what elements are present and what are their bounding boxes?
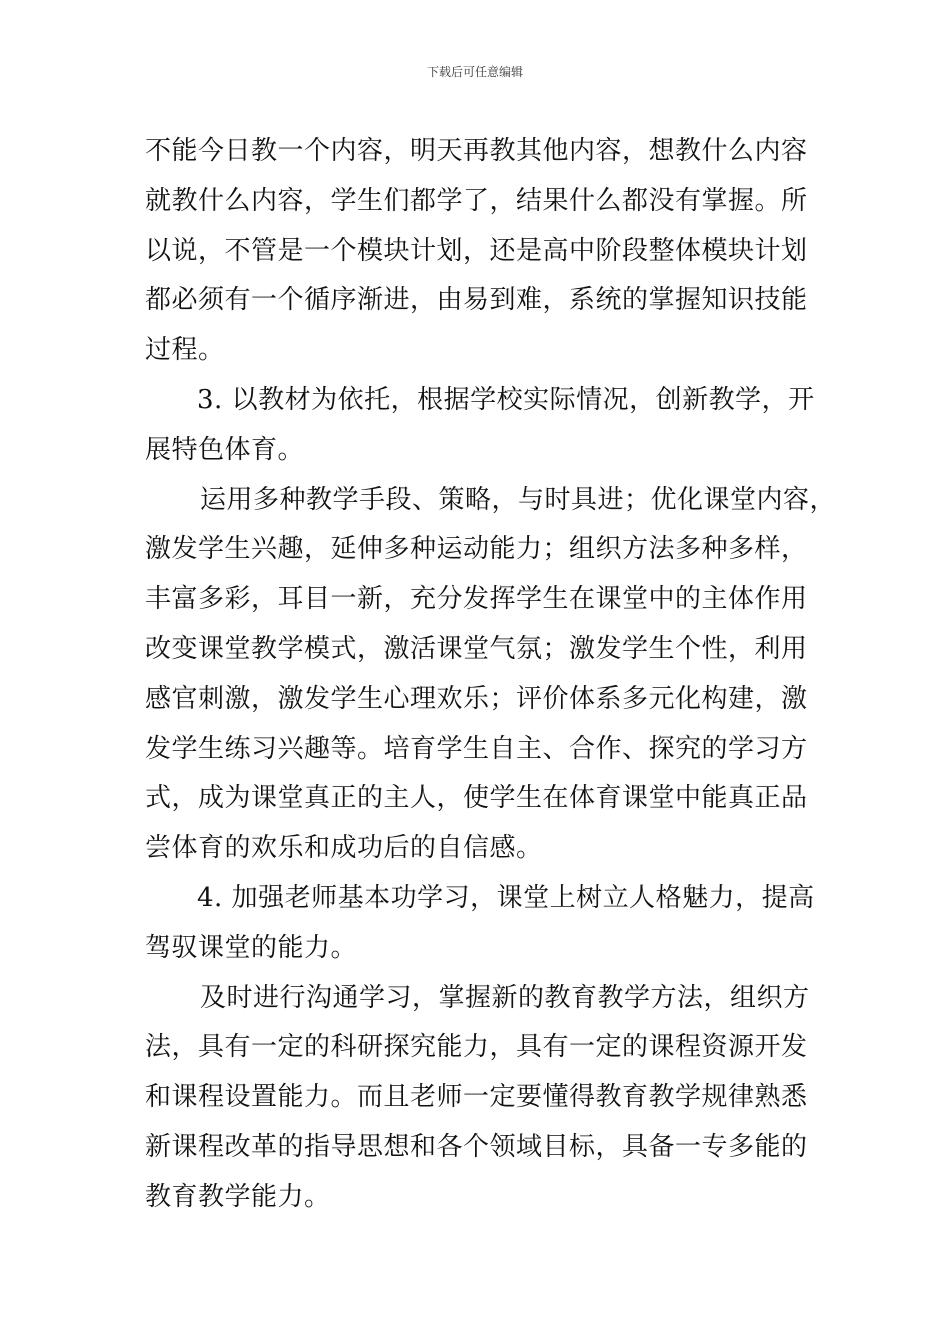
text-line: 以说，不管是一个模块计划，还是高中阶段整体模块计划 [145,235,808,266]
text-line: 驾驭课堂的能力。 [145,932,358,963]
text-line: 式，成为课堂真正的主人，使学生在体育课堂中能真正品 [145,783,808,814]
text-line: 过程。 [145,335,225,366]
paragraph-start: 及时进行沟通学习，掌握新的教育教学方法，组织方 [200,982,810,1013]
text-line: 教育教学能力。 [145,1181,331,1212]
page-header: 下载后可任意编辑 [426,65,523,79]
paragraph-start: 运用多种教学手段、策略，与时具进；优化课堂内容， [200,484,837,515]
text-line: 不能今日教一个内容，明天再教其他内容，想教什么内容 [145,136,808,166]
section-heading-4: 4. 加强老师基本功学习，课堂上树立人格魅力，提高 [197,882,815,913]
text-line: 就教什么内容，学生们都学了，结果什么都没有掌握。所 [145,185,808,216]
text-line: 激发学生兴趣，延伸多种运动能力；组织方法多种多样， [145,534,808,565]
text-line: 展特色体育。 [145,434,305,465]
text-line: 改变课堂教学模式，激活课堂气氛；激发学生个性，利用 [145,633,808,664]
document-body [145,127,837,1223]
text-line: 法，具有一定的科研探究能力，具有一定的课程资源开发 [145,1032,808,1063]
text-line: 感官刺激，激发学生心理欢乐；评价体系多元化构建，激 [145,683,808,714]
text-line: 新课程改革的指导思想和各个领域目标，具备一专多能的 [145,1131,808,1162]
section-heading-3: 3. 以教材为依托，根据学校实际情况，创新教学，开 [197,384,815,415]
text-line: 和课程设置能力。而且老师一定要懂得教育教学规律熟悉 [145,1082,808,1113]
text-line: 都必须有一个循序渐进，由易到难，系统的掌握知识技能 [145,285,808,316]
text-line: 发学生练习兴趣等。培育学生自主、合作、探究的学习方 [145,733,808,764]
text-line: 尝体育的欢乐和成功后的自信感。 [145,833,543,864]
text-line: 丰富多彩，耳目一新，充分发挥学生在课堂中的主体作用 [145,584,808,615]
